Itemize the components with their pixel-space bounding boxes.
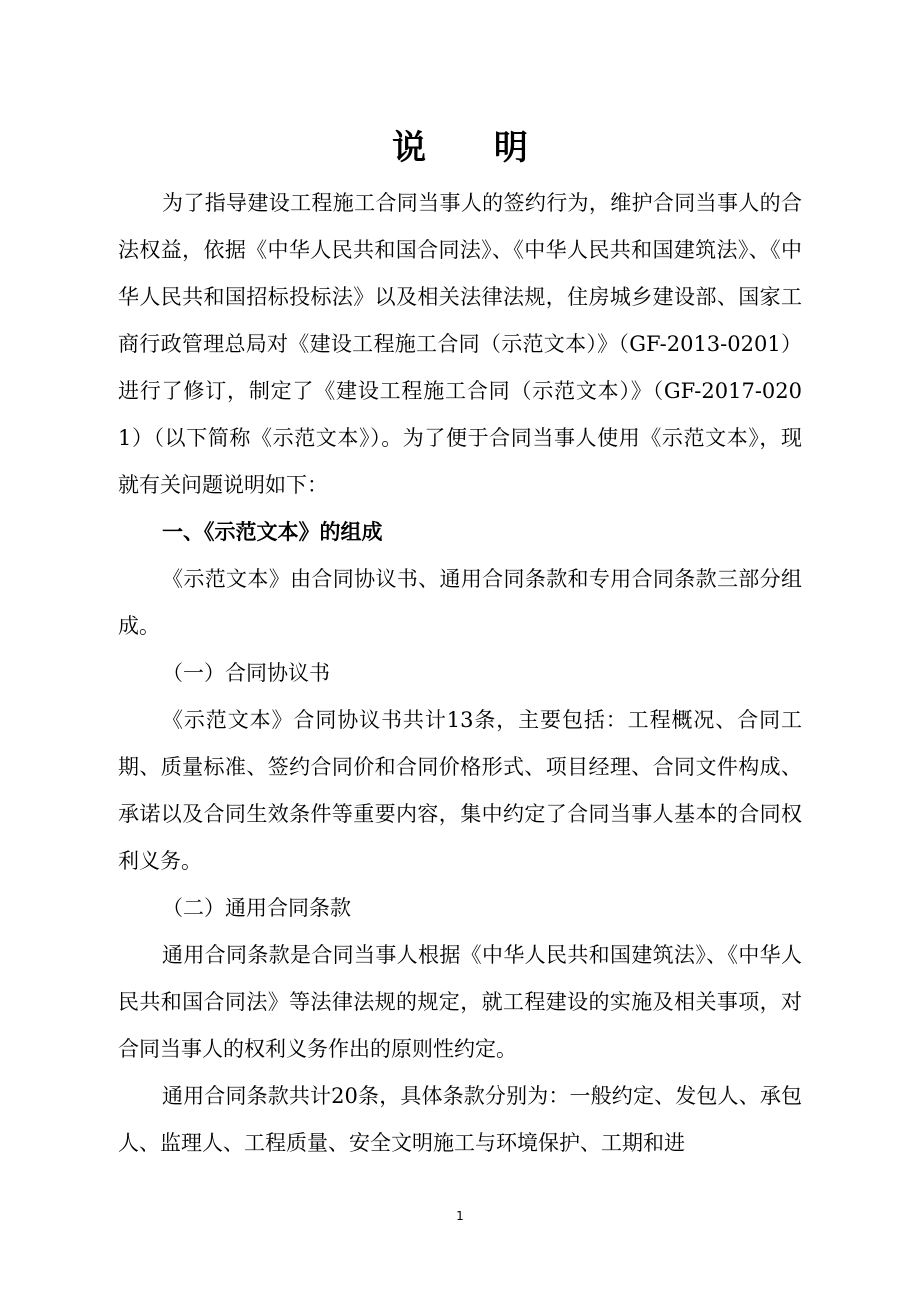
composition-paragraph: 《示范文本》由合同协议书、通用合同条款和专用合同条款三部分组成。 <box>118 567 802 638</box>
document-body <box>118 180 802 1167</box>
agreement-paragraph: 《示范文本》合同协议书共计13条，主要包括：工程概况、合同工期、质量标准、签约合同价和合同价格形式、项目经理、合同文件构成、承诺以及合同生效条件等重要内容，集中约定了合同当事人基本的合同权利义务。 <box>118 708 802 873</box>
page-number: 1 <box>456 1209 464 1223</box>
subsection-heading-general-terms: （二）通用合同条款 <box>162 896 351 920</box>
subsection-heading-agreement: （一）合同协议书 <box>162 661 330 685</box>
section-heading-composition: 一、《示范文本》的组成 <box>162 520 383 544</box>
page-title: 说 明 <box>392 128 556 168</box>
general-terms-list-paragraph: 通用合同条款共计20条，具体条款分别为：一般约定、发包人、承包人、监理人、工程质量、安全文明施工与环境保护、工期和进 <box>118 1084 802 1155</box>
general-terms-paragraph: 通用合同条款是合同当事人根据《中华人民共和国建筑法》、《中华人民共和国合同法》等法律法规的规定，就工程建设的实施及相关事项，对合同当事人的权利义务作出的原则性约定。 <box>118 943 802 1061</box>
intro-paragraph: 为了指导建设工程施工合同当事人的签约行为，维护合同当事人的合法权益，依据《中华人民共和国合同法》、《中华人民共和国建筑法》、《中华人民共和国招标投标法》以及相关法律法规，住房城乡建设部、国家工商行政管理总局对《建设工程施工合同（示范文本）》（GF-2013-0201）进行了修订，制定了《建设工程施工合同（示范文本）》（GF-2017-0201）（以下简称《示范文本》）。为了便于合同当事人使用《示范文本》，现就有关问题说明如下： <box>118 191 802 497</box>
